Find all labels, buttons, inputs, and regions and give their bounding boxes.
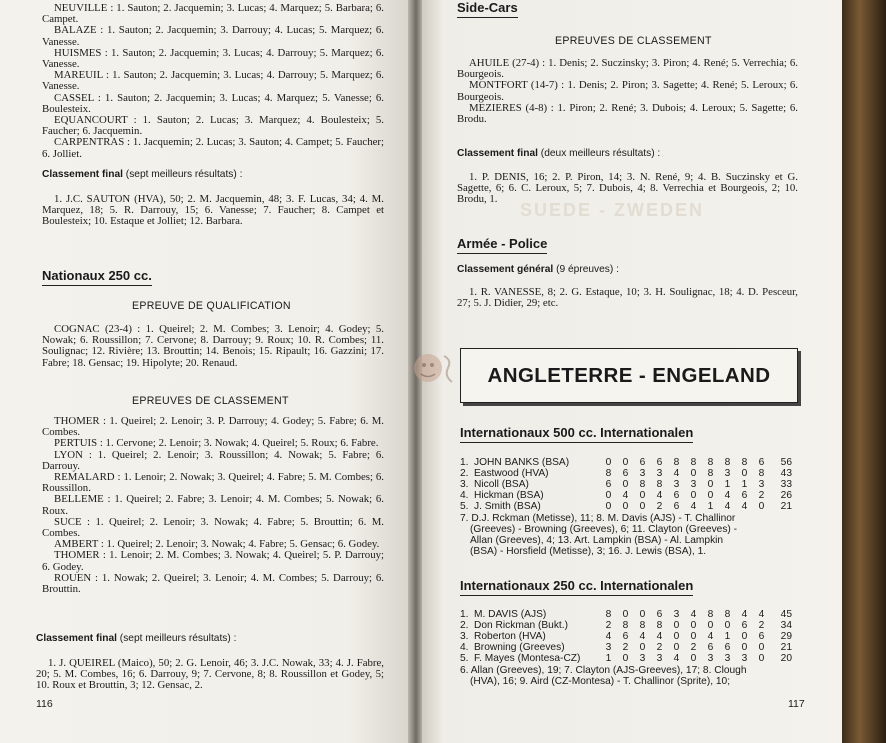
score-cell: 6 <box>656 457 663 468</box>
score-cell: 6 <box>656 609 663 620</box>
score-cell: 4 <box>622 490 629 501</box>
score-cell: 4 <box>690 609 697 620</box>
rider-name-cell: F. Mayes (Montesa-CZ) <box>474 653 581 664</box>
venue-result: SUCE : 1. Queirel; 2. Lenoir; 3. Nowak; 4. Fabre; 5. Brouttin; 6. M. Combes. <box>42 515 384 540</box>
score-cell: 4 <box>673 468 680 479</box>
armee-text: 1. R. VANESSE, 8; 2. G. Estaque, 10; 3. H. Soulignac, 18; 4. D. Pesceur, 27; 5. J. Didier, 29; etc. <box>457 286 798 310</box>
venue-result: REMALARD : 1. Lenoir; 2. Nowak; 3. Queirel; 4. Fabre; 5. M. Combes; 6. Roussillon. <box>42 471 384 495</box>
classement-final-2-text: 1. J. QUEIREL (Maico), 50; 2. G. Lenoir, 46; 3. J.C. Nowak, 33; 4. J. Fabre, 20; 5. M. Combes, 16; 6. Darrouy, 9; 7. Cervone, 8; 8. Roussillon et Godey, 5; 10. Roux et Brouttin, 3; 12. Gensac, 2. <box>36 657 384 692</box>
page-number-left: 116 <box>36 698 53 710</box>
score-cell: 6 <box>673 501 680 512</box>
score-cell: 4 <box>673 653 680 664</box>
score-cell: 3 <box>690 479 697 490</box>
venue-result: ROUEN : 1. Nowak; 2. Queirel; 3. Lenoir; 4. M. Combes; 5. Darrouy; 6. Brouttin. <box>42 571 384 596</box>
rank-cell: 3. <box>460 479 469 490</box>
section-title-nationaux-250: Nationaux 250 cc. <box>42 268 152 283</box>
score-cell: 0 <box>741 642 748 653</box>
venue-result: AMBERT : 1. Queirel; 2. Lenoir; 3. Nowak; 4. Fabre; 5. Gensac; 6. Godey. <box>54 538 380 551</box>
rider-name-cell: J. Smith (BSA) <box>474 501 541 512</box>
score-cell: 0 <box>690 631 697 642</box>
total-cell: 34 <box>780 620 792 631</box>
score-cell: 0 <box>690 468 697 479</box>
score-cell: 3 <box>639 468 646 479</box>
score-cell: 0 <box>707 479 714 490</box>
score-cell: 4 <box>639 631 646 642</box>
score-cell: 2 <box>758 620 765 631</box>
table-row <box>460 490 792 501</box>
venue-result: NEUVILLE : 1. Sauton; 2. Jacquemin; 3. Lucas; 4. Marquez; 5. Barbara; 6. Campet. <box>42 2 384 26</box>
score-cell: 3 <box>758 479 765 490</box>
score-cell: 2 <box>605 620 612 631</box>
table-row <box>460 620 792 631</box>
score-cell: 6 <box>639 457 646 468</box>
classement-results <box>42 416 384 595</box>
classement-final-1 <box>42 169 242 180</box>
results-table-250 <box>460 609 792 664</box>
classement-final-2 <box>36 633 236 644</box>
table-row <box>460 642 792 653</box>
venue-result: LYON : 1. Queirel; 2. Lenoir; 3. Roussillon; 4. Nowak; 5. Fabre; 6. Darrouy. <box>42 448 384 472</box>
score-cell: 0 <box>622 479 629 490</box>
rider-name-cell: M. DAVIS (AJS) <box>474 609 547 620</box>
results-line: 7. D.J. Rckman (Metisse), 11; 8. M. Davis (AJS) - T. Challinor <box>460 513 736 524</box>
rider-name-cell: Nicoll (BSA) <box>474 479 529 490</box>
classement-note: (9 épreuves) : <box>553 264 619 275</box>
classement-heading: EPREUVES DE CLASSEMENT <box>132 395 289 407</box>
score-cell: 0 <box>707 490 714 501</box>
score-cell: 0 <box>758 501 765 512</box>
score-cell: 8 <box>673 457 680 468</box>
score-cell: 0 <box>724 620 731 631</box>
score-cell: 8 <box>707 457 714 468</box>
score-cell: 0 <box>639 501 646 512</box>
score-cell: 0 <box>622 609 629 620</box>
total-cell: 26 <box>780 490 792 501</box>
results-line: (Greeves) - Browning (Greeves), 6; 11. Clayton (Greeves) - <box>470 524 738 535</box>
classement-label: Classement final <box>42 169 123 180</box>
score-cell: 6 <box>724 642 731 653</box>
classement-note: (sept meilleurs résultats) : <box>116 633 237 644</box>
score-cell: 6 <box>605 479 612 490</box>
score-cell: 6 <box>758 457 765 468</box>
section-title-armee: Armée - Police <box>457 236 547 251</box>
rider-name-cell: Roberton (HVA) <box>474 631 546 642</box>
score-cell: 8 <box>724 609 731 620</box>
score-cell: 0 <box>741 468 748 479</box>
score-cell: 1 <box>605 653 612 664</box>
score-cell: 3 <box>673 479 680 490</box>
score-cell: 0 <box>622 457 629 468</box>
results-line: (BSA) - Horsfield (Metisse), 3; 16. J. Lewis (BSA), 1. <box>470 546 707 557</box>
score-cell: 0 <box>741 631 748 642</box>
classement-label: Classement final <box>457 148 538 159</box>
score-cell: 4 <box>724 501 731 512</box>
results-line: 6. Allan (Greeves), 19; 7. Clayton (AJS-Greeves), 17; 8. Clough <box>460 665 747 676</box>
score-cell: 3 <box>707 653 714 664</box>
venue-result: BELLEME : 1. Queirel; 2. Fabre; 3. Lenoir; 4. M. Combes; 5. Nowak; 6. Roux. <box>42 493 384 517</box>
results-line: Allan (Greeves), 4; 13. Art. Lampkin (BSA) - Al. Lampkin <box>470 535 724 546</box>
score-cell: 8 <box>707 609 714 620</box>
table-row <box>460 609 792 620</box>
score-cell: 0 <box>690 490 697 501</box>
score-cell: 0 <box>622 653 629 664</box>
rank-cell: 5. <box>460 501 469 512</box>
qualification-heading: EPREUVE DE QUALIFICATION <box>132 300 291 312</box>
rider-name-cell: Eastwood (HVA) <box>474 468 549 479</box>
armee-classement <box>457 264 619 275</box>
score-cell: 4 <box>656 631 663 642</box>
results-table-500 <box>460 457 792 512</box>
section-title-int250: Internationaux 250 cc. Internationalen <box>460 578 693 593</box>
score-cell: 4 <box>741 501 748 512</box>
table-row <box>460 501 792 512</box>
score-cell: 8 <box>741 457 748 468</box>
score-cell: 6 <box>673 490 680 501</box>
score-cell: 3 <box>724 653 731 664</box>
score-cell: 8 <box>656 479 663 490</box>
table-row <box>460 468 792 479</box>
score-cell: 0 <box>605 457 612 468</box>
score-cell: 8 <box>639 479 646 490</box>
score-cell: 2 <box>656 501 663 512</box>
sidecars-final <box>457 148 660 159</box>
score-cell: 3 <box>656 653 663 664</box>
total-cell: 21 <box>780 501 792 512</box>
total-cell: 21 <box>780 642 792 653</box>
score-cell: 3 <box>639 653 646 664</box>
score-cell: 4 <box>690 501 697 512</box>
total-cell: 45 <box>780 609 792 620</box>
score-cell: 0 <box>673 620 680 631</box>
score-cell: 0 <box>673 642 680 653</box>
venue-result: THOMER : 1. Lenoir; 2. M. Combes; 3. Nowak; 4. Queirel; 5. P. Darrouy; 6. Godey. <box>42 549 384 573</box>
score-cell: 4 <box>758 609 765 620</box>
score-cell: 6 <box>741 620 748 631</box>
venue-result: AHUILE (27-4) : 1. Denis; 2. Suczinsky; 3. Piron; 4. René; 5. Verrechia; 6. Bourgeois. <box>457 57 798 81</box>
score-cell: 8 <box>707 468 714 479</box>
total-cell: 56 <box>780 457 792 468</box>
venue-result: THOMER : 1. Queirel; 2. Lenoir; 3. P. Darrouy; 4. Godey; 5. Fabre; 6. M. Combes. <box>42 415 384 439</box>
rank-cell: 1. <box>460 609 469 620</box>
classement-note: (deux meilleurs résultats) : <box>537 148 661 159</box>
rank-cell: 1. <box>460 457 469 468</box>
score-cell: 3 <box>724 468 731 479</box>
rank-cell: 2. <box>460 620 469 631</box>
score-cell: 6 <box>622 631 629 642</box>
results-line: (HVA), 16; 9. Aird (CZ-Montesa) - T. Challinor (Sprite), 10; <box>470 676 731 687</box>
score-cell: 3 <box>605 642 612 653</box>
score-cell: 8 <box>639 620 646 631</box>
score-cell: 1 <box>741 479 748 490</box>
classement-final-1-text: 1. J.C. SAUTON (HVA), 50; 2. M. Jacquemin, 48; 3. F. Lucas, 34; 4. M. Marquez, 18; 5. R. Darrouy, 15; 6. Vanesse; 7. Faucher; 8. Campet et Boulesteix; 10. Estaque et Jolliet; 12. Barbara. <box>42 193 384 228</box>
score-cell: 4 <box>741 609 748 620</box>
venue-result: CARPENTRAS : 1. Jacquemin; 2. Lucas; 3. Sauton; 4. Campet; 5. Faucher; 6. Jolliet. <box>42 136 384 160</box>
country-title-box: ANGLETERRE - ENGELAND <box>460 348 798 403</box>
total-cell: 33 <box>780 479 792 490</box>
score-cell: 0 <box>639 642 646 653</box>
classement-label: Classement final <box>36 633 117 644</box>
library-stamp-icon <box>410 346 462 400</box>
sidecars-final-text: 1. P. DENIS, 16; 2. P. Piron, 14; 3. N. René, 9; 4. B. Suczinsky et G. Sagette, 6; 6. C. Leroux, 5; 7. Dubois, 4; 8. Verrechia et Bourgeois, 2; 10. Brodu, 1. <box>457 171 798 206</box>
score-cell: 0 <box>622 501 629 512</box>
score-cell: 8 <box>622 620 629 631</box>
venue-results-top <box>42 3 384 160</box>
section-title-int500: Internationaux 500 cc. Internationalen <box>460 425 693 440</box>
score-cell: 0 <box>707 620 714 631</box>
venue-result: EQUANCOURT : 1. Sauton; 2. Lucas; 3. Marquez; 4. Boulesteix; 5. Faucher; 6. Jacquemin. <box>42 114 384 138</box>
score-cell: 1 <box>724 631 731 642</box>
score-cell: 2 <box>656 642 663 653</box>
score-cell: 6 <box>622 468 629 479</box>
rider-name-cell: JOHN BANKS (BSA) <box>474 457 570 468</box>
score-cell: 0 <box>605 490 612 501</box>
score-cell: 6 <box>741 490 748 501</box>
section-title-sidecars: Side-Cars <box>457 0 518 15</box>
score-cell: 6 <box>707 642 714 653</box>
score-cell: 4 <box>605 631 612 642</box>
score-cell: 2 <box>690 642 697 653</box>
rank-cell: 4. <box>460 490 469 501</box>
score-cell: 8 <box>690 457 697 468</box>
score-cell: 4 <box>724 490 731 501</box>
classement-label: Classement général <box>457 264 554 275</box>
book-edge <box>842 0 886 743</box>
total-cell: 29 <box>780 631 792 642</box>
qualification-text: COGNAC (23-4) : 1. Queirel; 2. M. Combes; 3. Lenoir; 4. Godey; 5. Nowak; 6. Roussillon; 7. Cervone; 8. Darrouy; 9. Roux; 10. R. Combes; 11. Soulignac; 12. Rivière; 13. Brouttin; 14. Benois; 15. Ripault; 16. Gazzini; 17. Fabre; 18. Gensac; 19. Hipolyte; 20. Renaud. <box>42 323 384 369</box>
venue-result: PERTUIS : 1. Cervone; 2. Lenoir; 3. Nowak; 4. Queirel; 5. Roux; 6. Fabre. <box>54 437 379 450</box>
score-cell: 8 <box>724 457 731 468</box>
score-cell: 3 <box>673 609 680 620</box>
score-cell: 6 <box>758 631 765 642</box>
venue-result: CASSEL : 1. Sauton; 2. Jacquemin; 3. Lucas; 4. Marquez; 5. Vanesse; 6. Boulesteix. <box>42 91 384 115</box>
venue-result: MONTFORT (14-7) : 1. Denis; 2. Piron; 3. Sagette; 4. René; 5. Leroux; 6. Bourgeois. <box>457 79 798 103</box>
score-cell: 8 <box>605 468 612 479</box>
score-cell: 1 <box>724 479 731 490</box>
rank-cell: 5. <box>460 653 469 664</box>
sidecars-results <box>457 58 798 125</box>
total-cell: 43 <box>780 468 792 479</box>
total-cell: 20 <box>780 653 792 664</box>
score-cell: 8 <box>656 620 663 631</box>
rider-name-cell: Don Rickman (Bukt.) <box>474 620 568 631</box>
score-cell: 0 <box>639 490 646 501</box>
venue-result: MAREUIL : 1. Sauton; 2. Jacquemin; 3. Lucas; 4. Darrouy; 5. Marquez; 6. Vanesse. <box>42 69 384 93</box>
rank-cell: 3. <box>460 631 469 642</box>
rider-name-cell: Hickman (BSA) <box>474 490 544 501</box>
score-cell: 2 <box>622 642 629 653</box>
bleed-through-text: SUEDE - ZWEDEN <box>520 200 705 220</box>
page-number-right: 117 <box>788 698 805 710</box>
score-cell: 4 <box>656 490 663 501</box>
rider-name-cell: Browning (Greeves) <box>474 642 565 653</box>
score-cell: 0 <box>639 609 646 620</box>
sidecars-subheading: EPREUVES DE CLASSEMENT <box>555 35 712 47</box>
table-row <box>460 631 792 642</box>
score-cell: 0 <box>690 620 697 631</box>
score-cell: 0 <box>605 501 612 512</box>
venue-result: BALAZE : 1. Sauton; 2. Jacquemin; 3. Darrouy; 4. Lucas; 5. Marquez; 6. Vanesse. <box>42 24 384 48</box>
rank-cell: 4. <box>460 642 469 653</box>
results-rest-500 <box>460 513 802 557</box>
score-cell: 3 <box>741 653 748 664</box>
table-row <box>460 653 792 664</box>
score-cell: 2 <box>758 490 765 501</box>
score-cell: 8 <box>758 468 765 479</box>
score-cell: 0 <box>758 653 765 664</box>
classement-note: (sept meilleurs résultats) : <box>122 169 243 180</box>
score-cell: 0 <box>690 653 697 664</box>
score-cell: 3 <box>656 468 663 479</box>
score-cell: 8 <box>605 609 612 620</box>
rank-cell: 2. <box>460 468 469 479</box>
score-cell: 1 <box>707 501 714 512</box>
results-rest-250 <box>460 665 802 687</box>
table-row <box>460 479 792 490</box>
score-cell: 0 <box>758 642 765 653</box>
score-cell: 0 <box>673 631 680 642</box>
score-cell: 4 <box>707 631 714 642</box>
venue-result: HUISMES : 1. Sauton; 2. Jacquemin; 3. Lucas; 4. Darrouy; 5. Marquez; 6. Vanesse. <box>42 46 384 71</box>
table-row <box>460 457 792 468</box>
venue-result: MEZIERES (4-8) : 1. Piron; 2. René; 3. Dubois; 4. Leroux; 5. Sagette; 6. Brodu. <box>457 101 798 126</box>
